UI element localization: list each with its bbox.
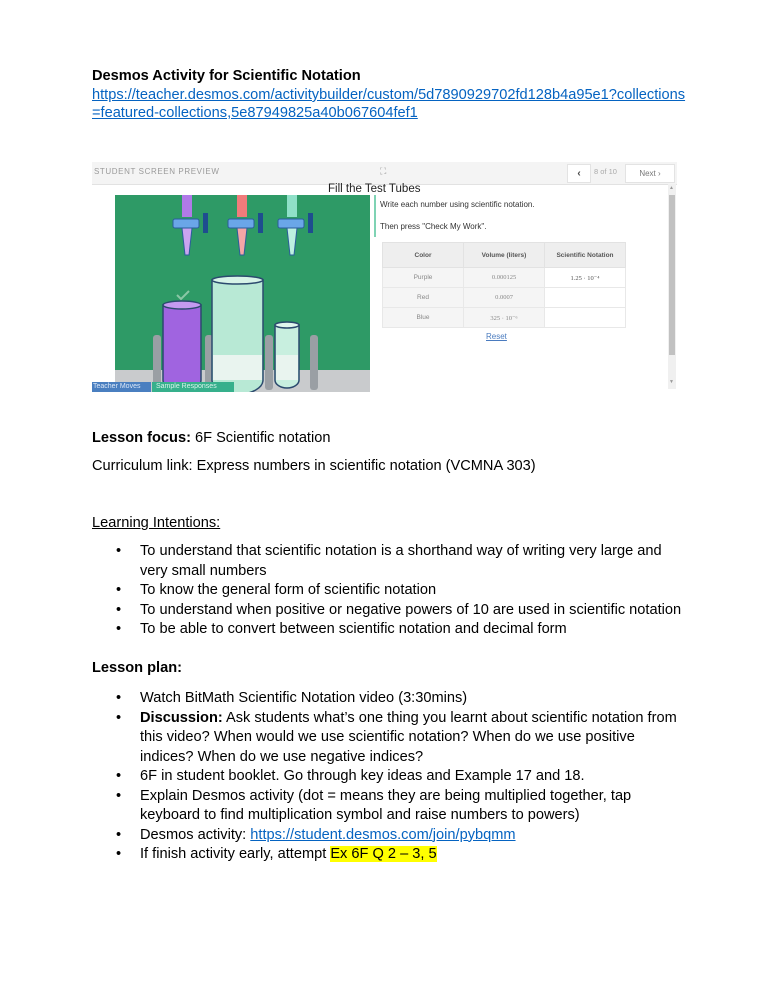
column-header-volume: Volume (liters): [464, 243, 545, 268]
dropper-purple: [173, 195, 208, 255]
scientific-input[interactable]: 1.25 · 10⁻⁴: [545, 268, 626, 288]
prompt-accent: [374, 195, 376, 237]
scroll-up-icon[interactable]: ▲: [669, 185, 674, 191]
table-row: [383, 288, 626, 308]
scientific-input[interactable]: [545, 288, 626, 308]
list-item: • 6F in student booklet. Go through key ideas and Example 17 and 18.: [116, 767, 692, 787]
activity-screenshot: [92, 162, 677, 392]
table-row: [383, 268, 626, 288]
expand-icon[interactable]: ⛶: [380, 166, 387, 176]
test-tubes-illustration: [115, 195, 370, 392]
prompt-line-2: Then press "Check My Work".: [380, 222, 487, 231]
preview-label: STUDENT SCREEN PREVIEW: [94, 167, 220, 176]
lesson-plan-list: [92, 689, 692, 865]
scroll-down-icon[interactable]: ▼: [669, 379, 674, 385]
discussion-text: Ask students what’s one thing you learnt about scientific notation from this video? When would we use scientific notation? When do we use positive indices? When do we use negative indices?: [140, 709, 677, 765]
list-item: [116, 709, 692, 768]
cell-volume: 325 · 10⁻⁶: [464, 308, 545, 328]
page-count: 8 of 10: [594, 167, 617, 176]
table-row: [383, 308, 626, 328]
column-header-scientific: Scientific Notation: [545, 243, 626, 268]
test-tube-scene: [115, 195, 370, 392]
chevron-left-icon: ‹: [577, 168, 581, 179]
list-item: • Watch BitMath Scientific Notation video (3:30mins): [116, 689, 692, 709]
volume-table: [382, 242, 626, 328]
list-item: • To be able to convert between scientific notation and decimal form: [116, 620, 692, 640]
learning-intentions-heading: [92, 514, 220, 532]
list-item: [116, 845, 692, 865]
lesson-focus-value: 6F Scientific notation: [190, 430, 331, 446]
document-title: Desmos Activity for Scientific Notation: [92, 68, 361, 84]
list-item: • Explain Desmos activity (dot = means they are being multiplied together, tap keyboard to find multiplication symbol and raise numbers to powers): [116, 787, 692, 826]
learning-intentions-heading-text: Learning Intentions:: [92, 515, 221, 531]
scientific-input[interactable]: [545, 308, 626, 328]
lesson-plan-heading-text: Lesson plan:: [92, 660, 183, 676]
cell-color: Red: [383, 288, 464, 308]
cell-volume: 0.0007: [464, 288, 545, 308]
lesson-plan-heading: [92, 659, 182, 677]
column-header-color: Color: [383, 243, 464, 268]
scrollbar-thumb[interactable]: [669, 195, 675, 355]
lesson-focus: [92, 429, 330, 447]
next-button[interactable]: Next ›: [625, 164, 675, 183]
student-desmos-link[interactable]: https://student.desmos.com/join/pybqmm: [250, 826, 516, 843]
list-item: [116, 826, 692, 846]
cell-color: Purple: [383, 268, 464, 288]
activity-link[interactable]: https://teacher.desmos.com/activitybuilder/custom/5d7890929702fd128b4a95e1?collections=featured-collections,5e87949825a40b067604fef1: [92, 87, 686, 121]
dropper-teal: [278, 195, 313, 255]
tab-teacher-moves[interactable]: Teacher Moves: [92, 382, 151, 392]
cell-color: Blue: [383, 308, 464, 328]
list-item: • To understand that scientific notation is a shorthand way of writing very large and very small numbers: [116, 542, 692, 581]
tab-sample-responses[interactable]: Sample Responses: [152, 382, 234, 392]
preview-header: [92, 162, 677, 185]
finish-early-text: If finish activity early, attempt: [140, 846, 331, 862]
activity-title: Fill the Test Tubes: [328, 183, 421, 195]
reset-link[interactable]: Reset: [486, 332, 507, 341]
desmos-activity-label: Desmos activity:: [140, 826, 251, 843]
discussion-label: Discussion:: [140, 709, 223, 726]
list-item: • To understand when positive or negative powers of 10 are used in scientific notation: [116, 601, 692, 621]
prev-button[interactable]: [567, 164, 591, 183]
cell-volume: 0.000125: [464, 268, 545, 288]
curriculum-link: Curriculum link: Express numbers in scientific notation (VCMNA 303): [92, 458, 536, 474]
learning-intentions-list: [92, 542, 692, 640]
prompt-line-1: Write each number using scientific notation.: [380, 200, 535, 209]
exercise-highlight: Ex 6F Q 2 – 3, 5: [330, 846, 437, 862]
dropper-red: [228, 195, 263, 255]
lesson-focus-label: Lesson focus:: [92, 430, 191, 446]
list-item: • To know the general form of scientific notation: [116, 581, 692, 601]
